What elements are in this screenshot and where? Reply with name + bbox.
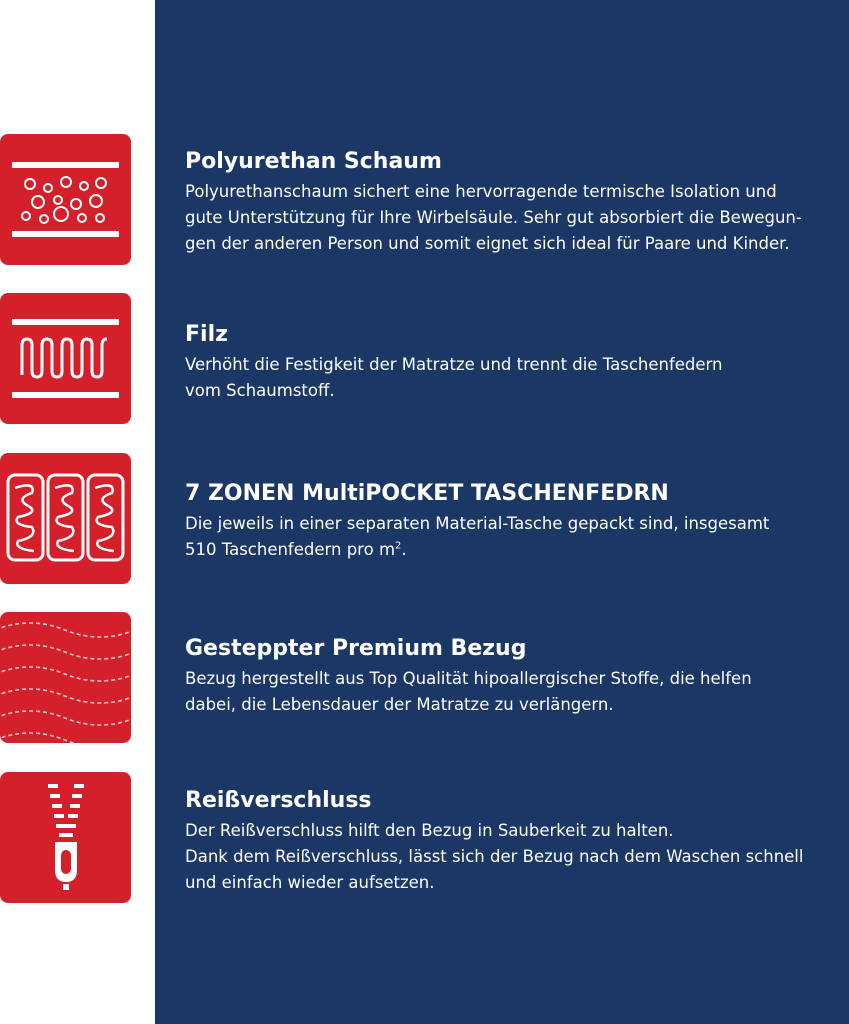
felt-wave-icon (0, 293, 131, 424)
feature-reissverschluss (185, 786, 845, 896)
feature-text-line: dabei, die Lebensdauer der Matratze zu verlängern. (185, 695, 614, 714)
feature-title: Filz (185, 322, 228, 347)
feature-filz (185, 320, 845, 404)
feature-text-line: gen der anderen Person und somit eignet sich ideal für Paare und Kinder. (185, 234, 790, 253)
feature-text-line: Dank dem Reißverschluss, lässt sich der Bezug nach dem Waschen schnell (185, 847, 804, 866)
feature-text-line: Bezug hergestellt aus Top Qualität hipoallergischer Stoffe, die helfen (185, 669, 752, 688)
feature-taschenfedern (185, 479, 845, 563)
feature-polyurethan (185, 147, 845, 257)
feature-text-line: Polyurethanschaum sichert eine hervorragende termische Isolation und (185, 182, 777, 201)
zipper-icon (0, 772, 131, 903)
feature-text-line: Verhöht die Festigkeit der Matratze und trennt die Taschenfedern (185, 355, 723, 374)
pocket-springs-icon (0, 453, 131, 584)
feature-text-line: und einfach wieder aufsetzen. (185, 873, 435, 892)
feature-title: Reißverschluss (185, 788, 372, 813)
feature-text-line: Der Reißverschluss hilft den Bezug in Sauberkeit zu halten. (185, 821, 674, 840)
feature-text-line-main: 510 Taschenfedern pro m (185, 540, 396, 559)
foam-bubbles-icon (0, 134, 131, 265)
quilted-cover-icon (0, 612, 131, 743)
feature-title: Polyurethan Schaum (185, 149, 442, 174)
feature-text-line: Die jeweils in einer separaten Material-Tasche gepackt sind, insgesamt (185, 514, 770, 533)
suffix: . (401, 540, 407, 559)
superscript: 2 (395, 540, 402, 552)
feature-bezug (185, 634, 845, 718)
feature-title: 7 ZONEN MultiPOCKET TASCHENFEDRN (185, 481, 669, 506)
feature-title: Gesteppter Premium Bezug (185, 636, 527, 661)
feature-text-line (185, 537, 845, 563)
feature-text-line: vom Schaumstoff. (185, 381, 335, 400)
feature-text-line: gute Unterstützung für Ihre Wirbelsäule. Sehr gut absorbiert die Bewegun- (185, 208, 802, 227)
